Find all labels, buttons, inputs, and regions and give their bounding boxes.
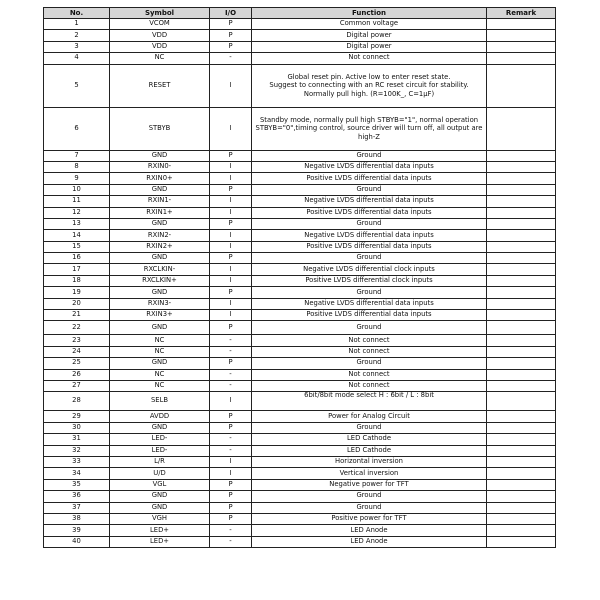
pin-remark: [487, 275, 556, 286]
pin-number: 1: [44, 19, 110, 30]
pin-symbol: VCOM: [110, 19, 210, 30]
table-row: [44, 513, 556, 524]
pin-function: LED Cathode: [252, 445, 487, 456]
pin-symbol: RXIN0-: [110, 161, 210, 172]
table-row: [44, 161, 556, 172]
table-row: [44, 456, 556, 467]
pin-remark: [487, 241, 556, 252]
pin-function: Negative power for TFT: [252, 479, 487, 490]
pin-symbol: STBYB: [110, 107, 210, 150]
pin-function: Ground: [252, 321, 487, 335]
table-row: [44, 536, 556, 547]
pin-function: Positive LVDS differential data inputs: [252, 173, 487, 184]
pin-remark: [487, 445, 556, 456]
pin-symbol: GND: [110, 218, 210, 229]
pin-number: 9: [44, 173, 110, 184]
pin-number: 30: [44, 422, 110, 433]
table-row: [44, 422, 556, 433]
pin-io-type: P: [210, 218, 252, 229]
pin-symbol: NC: [110, 380, 210, 391]
table-row: [44, 321, 556, 335]
pin-io-type: P: [210, 422, 252, 433]
pin-io-type: P: [210, 30, 252, 41]
pin-number: 12: [44, 207, 110, 218]
pin-number: 8: [44, 161, 110, 172]
pin-io-type: P: [210, 479, 252, 490]
pin-function: Common voltage: [252, 19, 487, 30]
pin-symbol: VGL: [110, 479, 210, 490]
pin-symbol: GND: [110, 502, 210, 513]
pin-symbol: RXCLKIN-: [110, 264, 210, 275]
pin-number: 11: [44, 196, 110, 207]
pin-remark: [487, 468, 556, 479]
pin-symbol: NC: [110, 53, 210, 64]
table-row: [44, 150, 556, 161]
pin-number: 7: [44, 150, 110, 161]
pin-io-type: P: [210, 41, 252, 52]
pin-remark: [487, 321, 556, 335]
pin-symbol: LED+: [110, 536, 210, 547]
pin-function: Ground: [252, 287, 487, 298]
pin-io-type: -: [210, 536, 252, 547]
table-row: [44, 218, 556, 229]
pin-number: 39: [44, 525, 110, 536]
pin-number: 36: [44, 491, 110, 502]
table-row: [44, 358, 556, 369]
pin-io-type: P: [210, 150, 252, 161]
pin-io-type: I: [210, 173, 252, 184]
pin-io-type: -: [210, 53, 252, 64]
pin-remark: [487, 53, 556, 64]
header-io: I/O: [210, 8, 252, 19]
pin-function: Positive LVDS differential clock inputs: [252, 275, 487, 286]
pin-remark: [487, 19, 556, 30]
table-body: [44, 19, 556, 548]
header-function: Function: [252, 8, 487, 19]
pin-definition-table: [43, 7, 556, 548]
pin-symbol: VDD: [110, 30, 210, 41]
pin-symbol: LED-: [110, 445, 210, 456]
pin-function: Negative LVDS differential data inputs: [252, 196, 487, 207]
table-row: [44, 184, 556, 195]
pin-number: 37: [44, 502, 110, 513]
pin-io-type: I: [210, 310, 252, 321]
pin-io-type: I: [210, 196, 252, 207]
table-row: [44, 369, 556, 380]
pin-symbol: GND: [110, 422, 210, 433]
pin-symbol: RXIN1+: [110, 207, 210, 218]
pin-number: 2: [44, 30, 110, 41]
pin-number: 31: [44, 434, 110, 445]
pin-remark: [487, 536, 556, 547]
pin-remark: [487, 253, 556, 264]
pin-function: Not connect: [252, 346, 487, 357]
table-row: [44, 264, 556, 275]
pin-remark: [487, 107, 556, 150]
table-row: [44, 173, 556, 184]
pin-number: 17: [44, 264, 110, 275]
pin-symbol: GND: [110, 287, 210, 298]
pin-symbol: RXIN3+: [110, 310, 210, 321]
pin-function: Digital power: [252, 41, 487, 52]
pin-symbol: GND: [110, 150, 210, 161]
pin-symbol: SELB: [110, 392, 210, 411]
table-row: [44, 19, 556, 30]
pin-io-type: -: [210, 434, 252, 445]
pin-function: LED Cathode: [252, 434, 487, 445]
pin-io-type: P: [210, 502, 252, 513]
pin-number: 35: [44, 479, 110, 490]
pin-number: 21: [44, 310, 110, 321]
header-no: No.: [44, 8, 110, 19]
pin-number: 25: [44, 358, 110, 369]
pin-number: 29: [44, 411, 110, 422]
pin-number: 27: [44, 380, 110, 391]
pin-function: Vertical inversion: [252, 468, 487, 479]
pin-function: Ground: [252, 150, 487, 161]
pin-io-type: I: [210, 107, 252, 150]
pin-remark: [487, 41, 556, 52]
pin-number: 19: [44, 287, 110, 298]
pin-number: 26: [44, 369, 110, 380]
table-row: [44, 196, 556, 207]
table-row: [44, 335, 556, 346]
pin-number: 20: [44, 298, 110, 309]
pin-io-type: -: [210, 380, 252, 391]
pin-number: 5: [44, 64, 110, 107]
table-row: [44, 107, 556, 150]
pin-remark: [487, 525, 556, 536]
pin-remark: [487, 380, 556, 391]
pin-function: Positive LVDS differential data inputs: [252, 310, 487, 321]
pin-function: Global reset pin. Active low to enter reset state. Suggest to connecting with an RC reset circuit for stability. Normally pull high. (R=100K_, C=1μF): [252, 64, 487, 107]
pin-remark: [487, 150, 556, 161]
pin-symbol: LED+: [110, 525, 210, 536]
pin-number: 6: [44, 107, 110, 150]
pin-function: Not connect: [252, 380, 487, 391]
pin-remark: [487, 184, 556, 195]
pin-remark: [487, 264, 556, 275]
pin-symbol: U/D: [110, 468, 210, 479]
pin-symbol: RXIN3-: [110, 298, 210, 309]
pin-symbol: NC: [110, 346, 210, 357]
table-row: [44, 525, 556, 536]
pin-number: 3: [44, 41, 110, 52]
pin-function: Ground: [252, 358, 487, 369]
pin-remark: [487, 173, 556, 184]
pin-symbol: GND: [110, 253, 210, 264]
pin-function: Not connect: [252, 335, 487, 346]
pin-remark: [487, 434, 556, 445]
pin-function: Not connect: [252, 53, 487, 64]
pin-remark: [487, 161, 556, 172]
pin-remark: [487, 369, 556, 380]
pin-io-type: I: [210, 64, 252, 107]
table-row: [44, 392, 556, 411]
pin-symbol: RXIN0+: [110, 173, 210, 184]
pin-symbol: NC: [110, 369, 210, 380]
pin-io-type: I: [210, 230, 252, 241]
pin-function: Positive LVDS differential data inputs: [252, 241, 487, 252]
table-row: [44, 41, 556, 52]
pin-symbol: RXIN1-: [110, 196, 210, 207]
table-row: [44, 502, 556, 513]
table-row: [44, 275, 556, 286]
pin-function: Ground: [252, 491, 487, 502]
pin-io-type: -: [210, 369, 252, 380]
pin-remark: [487, 30, 556, 41]
pin-symbol: RXIN2+: [110, 241, 210, 252]
pin-function: Ground: [252, 253, 487, 264]
pin-io-type: -: [210, 335, 252, 346]
pin-number: 33: [44, 456, 110, 467]
pin-function: Ground: [252, 502, 487, 513]
pin-symbol: AVDD: [110, 411, 210, 422]
pin-symbol: GND: [110, 358, 210, 369]
pin-function: Ground: [252, 422, 487, 433]
pin-io-type: -: [210, 346, 252, 357]
pin-remark: [487, 298, 556, 309]
pin-symbol: GND: [110, 321, 210, 335]
pin-remark: [487, 456, 556, 467]
table-row: [44, 253, 556, 264]
pin-function: Negative LVDS differential data inputs: [252, 230, 487, 241]
pin-number: 28: [44, 392, 110, 411]
pin-io-type: P: [210, 253, 252, 264]
pin-symbol: RXCLKIN+: [110, 275, 210, 286]
table-row: [44, 479, 556, 490]
table-row: [44, 468, 556, 479]
pin-remark: [487, 218, 556, 229]
pin-function: Negative LVDS differential data inputs: [252, 298, 487, 309]
pin-symbol: L/R: [110, 456, 210, 467]
table-row: [44, 230, 556, 241]
pin-io-type: I: [210, 275, 252, 286]
table-row: [44, 64, 556, 107]
pin-remark: [487, 491, 556, 502]
pin-symbol: VDD: [110, 41, 210, 52]
pin-remark: [487, 310, 556, 321]
pin-io-type: -: [210, 445, 252, 456]
pin-remark: [487, 502, 556, 513]
pin-function: Negative LVDS differential clock inputs: [252, 264, 487, 275]
pin-number: 40: [44, 536, 110, 547]
pin-remark: [487, 358, 556, 369]
pin-symbol: GND: [110, 184, 210, 195]
pin-function: Power for Analog Circuit: [252, 411, 487, 422]
pin-io-type: P: [210, 184, 252, 195]
pin-function: Ground: [252, 218, 487, 229]
table-row: [44, 207, 556, 218]
header-remark: Remark: [487, 8, 556, 19]
table-row: [44, 411, 556, 422]
pin-function: Not connect: [252, 369, 487, 380]
pin-io-type: I: [210, 298, 252, 309]
pin-number: 38: [44, 513, 110, 524]
pin-symbol: RXIN2-: [110, 230, 210, 241]
pin-remark: [487, 207, 556, 218]
table-row: [44, 53, 556, 64]
pin-remark: [487, 335, 556, 346]
pin-remark: [487, 346, 556, 357]
pin-symbol: RESET: [110, 64, 210, 107]
pin-symbol: GND: [110, 491, 210, 502]
pin-remark: [487, 411, 556, 422]
pin-io-type: P: [210, 19, 252, 30]
pin-io-type: P: [210, 491, 252, 502]
pin-io-type: I: [210, 161, 252, 172]
pin-io-type: -: [210, 525, 252, 536]
pin-function: Negative LVDS differential data inputs: [252, 161, 487, 172]
table-row: [44, 434, 556, 445]
pin-function: Positive power for TFT: [252, 513, 487, 524]
table-row: [44, 380, 556, 391]
table-row: [44, 310, 556, 321]
table-row: [44, 287, 556, 298]
pin-number: 32: [44, 445, 110, 456]
pin-io-type: I: [210, 456, 252, 467]
pin-function: Ground: [252, 184, 487, 195]
pin-io-type: I: [210, 207, 252, 218]
pin-number: 13: [44, 218, 110, 229]
pin-io-type: I: [210, 241, 252, 252]
pin-io-type: P: [210, 321, 252, 335]
pin-function: LED Anode: [252, 525, 487, 536]
table-row: [44, 30, 556, 41]
pin-io-type: P: [210, 513, 252, 524]
header-symbol: Symbol: [110, 8, 210, 19]
pin-remark: [487, 196, 556, 207]
pin-symbol: LED-: [110, 434, 210, 445]
pin-number: 22: [44, 321, 110, 335]
table-row: [44, 445, 556, 456]
pin-io-type: I: [210, 468, 252, 479]
pin-remark: [487, 64, 556, 107]
table-row: [44, 298, 556, 309]
pin-number: 18: [44, 275, 110, 286]
pin-remark: [487, 422, 556, 433]
table-row: [44, 241, 556, 252]
table-row: [44, 346, 556, 357]
pin-function: Horizontal inversion: [252, 456, 487, 467]
pin-function: Standby mode, normally pull high STBYB="1", normal operation STBYB="0",timing control, source driver will turn off, all output are high-Z: [252, 107, 487, 150]
pin-symbol: VGH: [110, 513, 210, 524]
pin-remark: [487, 513, 556, 524]
pin-io-type: P: [210, 358, 252, 369]
pin-remark: [487, 392, 556, 411]
pin-number: 24: [44, 346, 110, 357]
table-header-row: [44, 8, 556, 19]
pin-function: 6bit/8bit mode select H : 6bit / L : 8bit: [252, 392, 487, 411]
pin-number: 15: [44, 241, 110, 252]
pin-io-type: I: [210, 264, 252, 275]
pin-remark: [487, 287, 556, 298]
pin-remark: [487, 479, 556, 490]
pin-number: 14: [44, 230, 110, 241]
pin-remark: [487, 230, 556, 241]
pin-io-type: P: [210, 411, 252, 422]
pin-symbol: NC: [110, 335, 210, 346]
pin-number: 4: [44, 53, 110, 64]
table-row: [44, 491, 556, 502]
pin-number: 34: [44, 468, 110, 479]
pin-function: Positive LVDS differential data inputs: [252, 207, 487, 218]
pin-function: Digital power: [252, 30, 487, 41]
pin-number: 10: [44, 184, 110, 195]
pin-function: LED Anode: [252, 536, 487, 547]
pin-io-type: P: [210, 287, 252, 298]
pin-number: 16: [44, 253, 110, 264]
pin-number: 23: [44, 335, 110, 346]
pin-io-type: I: [210, 392, 252, 411]
